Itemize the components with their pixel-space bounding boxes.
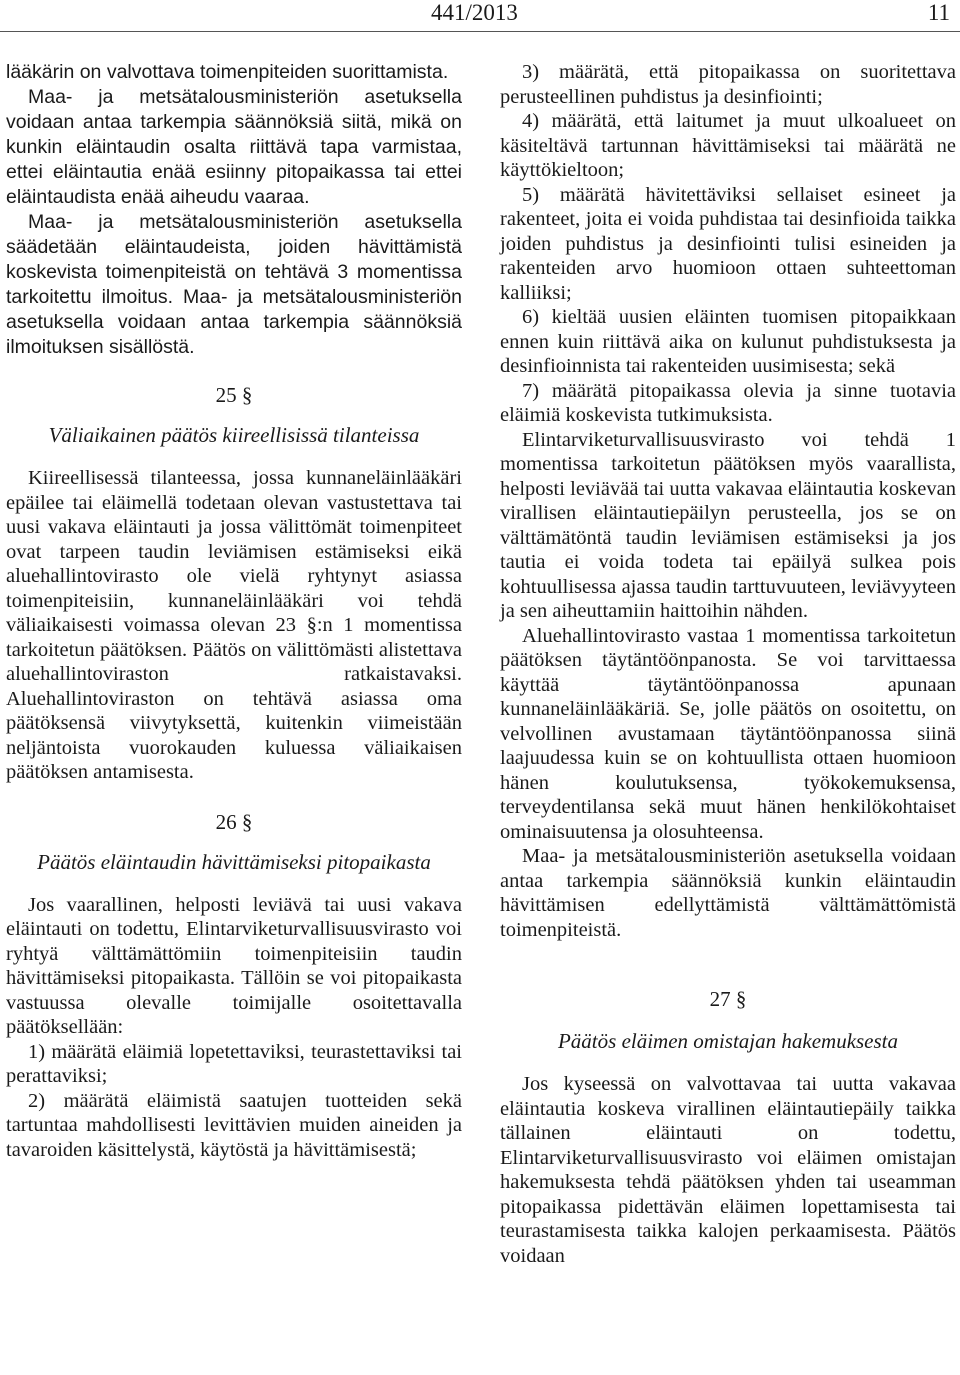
paragraph: Maa- ja metsätalousministeriön asetuksella säädetään eläintaudeista, joiden hävittämistä koskevista toimenpiteistä on tehtävä 3 momentissa tarkoitettu ilmoitus. Maa- ja metsätalousministeriön asetuksella voidaan antaa tarkempia säännöksiä ilmoituksen sisällöstä.	[6, 211, 462, 358]
section-number: 25 §	[215, 383, 253, 407]
paragraph: Maa- ja metsätalousministeriön asetuksella voidaan antaa tarkempia säännöksiä siitä, mikä on kunkin eläintaudin osalta riittävä tapa varmistaa, ettei eläintautia enää esiinny pitopaikassa tai ettei eläintaudista enää aiheudu vaaraa.	[6, 86, 462, 208]
left-column	[6, 60, 462, 1162]
section-title: Päätös eläimen omistajan hakemuksesta	[557, 1029, 899, 1053]
list-item: 1) määrätä eläimiä lopetettaviksi, teurastettaviksi tai perattaviksi;	[6, 1040, 462, 1087]
header-rule	[0, 31, 960, 32]
section-title: Päätös eläintaudin hävittämiseksi pitopaikasta	[37, 849, 431, 874]
paragraph: Maa- ja metsätalousministeriön asetuksella voidaan antaa tarkempia säännöksiä kunkin eläintaudin hävittämisen edellyttämistä välttämättömistä toimenpiteistä.	[500, 845, 956, 941]
publication-number: 441/2013	[431, 0, 518, 25]
list-item: 2) määrätä eläimistä saatujen tuotteiden sekä tartuntaa mahdollisesti levittävien muiden aineiden ja tavaroiden käsittelystä, käytöstä ja hävittämisestä;	[6, 1089, 462, 1161]
list-item: 5) määrätä hävitettäviksi sellaiset esineet ja rakenteet, joita ei voida puhdistaa tai desinfioida taikka joiden puhdistus ja desinfiointi tulisi esineiden ja rakenteiden arvo huomioon ottaen suhteettoman kalliiksi;	[500, 183, 956, 304]
list-item: 3) määrätä, että pitopaikassa on suoritettava perusteellinen puhdistus ja desinfiointi;	[500, 61, 956, 108]
section-title: Väliaikainen päätös kiireellisissä tilanteissa	[48, 423, 420, 447]
paragraph: Aluehallintovirasto vastaa 1 momentissa tarkoitetun päätöksen täytäntöönpanosta. Se voi tarvittaessa käyttää täytäntöönpanossa apunaan kunnaneläinlääkäriä. Se, jolle päätös on osoitettu, on velvollinen avustamaan täytäntöönpanossa siinä laajuudessa kuin se on kohtuullista ottaen huomioon hänen koulutuksensa, työkokemuksensa, terveydentilansa sekä muut hänen henkilökohtaiset ominaisuutensa ja olosuhteensa.	[500, 624, 956, 843]
page-number: 11	[927, 0, 950, 25]
paragraph: Kiireellisessä tilanteessa, jossa kunnaneläinlääkäri epäilee tai eläimellä todetaan olevan vastustettava tai uusi vakava eläintauti ja jossa välittömät toimenpiteet ovat tarpeen taudin leviämisen estämiseksi eikä aluehallintovirasto ole vielä ryhtynyt asiassa toimenpiteisiin, kunnaneläinlääkäri voi tehdä väliaikaisesti voimassa olevan 23 §:n 1 momentissa tarkoitetun päätöksen. Päätös on välittömästi alistettava aluehallintoviraston ratkaistavaksi. Aluehallintoviraston on tehtävä asiassa oma päätöksensä viivytyksettä, kuitenkin viimeistään neljäntoista vuorokauden kuluessa väliaikaisen päätöksen antamisesta.	[6, 467, 462, 783]
list-item: 4) määrätä, että laitumet ja muut ulkoalueet on käsiteltävä tartunnan hävittämiseksi tai määrätä ne käyttökieltoon;	[500, 110, 956, 181]
list-item: 6) kieltää uusien eläinten tuomisen pitopaikkaan ennen kuin riittävä aika on kulunut puhdistuksesta ja desinfioinnista tai rakenteiden uusimisesta; sekä	[500, 306, 956, 377]
paragraph: lääkärin on valvottava toimenpiteiden suorittamista.	[6, 61, 449, 83]
paragraph: Jos kyseessä on valvottavaa tai uutta vakavaa eläintautia koskeva virallinen eläintautiepäily taikka tällainen eläintauti on todettu, Elintarviketurvallisuusvirasto voi eläimen omistajan hakemuksesta tehdä päätöksen yhden tai useamman pitopaikassa pidettävän eläimen lopettamisesta tai teurastamisesta taikka kalojen perkaamisesta. Päätös voidaan	[500, 1073, 956, 1267]
section-number: 27 §	[709, 987, 747, 1011]
paragraph: Jos vaarallinen, helposti leviävä tai uusi vakava eläintauti on todettu, Elintarviketurvallisuusvirasto voi ryhtyä välttämättömiin toimenpiteisiin taudin hävittämiseksi pitopaikasta. Tällöin se voi pitopaikasta vastuussa olevalle toimijalle osoitettavalla päätöksellään:	[6, 893, 462, 1038]
paragraph: Elintarviketurvallisuusvirasto voi tehdä 1 momentissa tarkoitetun päätöksen myös vaarallista, helposti leviävää tai uutta vakavaa eläintautia koskevan virallisen eläintautiepäilyn perusteella, jos se on välttämätöntä taudin leviämisen estämiseksi ja jos tautia ei voida todeta tai epäilyä sulkea pois kohtuullisessa ajassa taudin tarttuvuuteen, leviävyyteen ja sen aiheuttamiin haittoihin nähden.	[500, 428, 956, 622]
list-item: 7) määrätä pitopaikassa olevia ja sinne tuotavia eläimiä koskevista tutkimuksista.	[500, 379, 956, 426]
section-number: 26 §	[215, 809, 253, 834]
right-column	[500, 60, 956, 1268]
page-header	[0, 0, 960, 32]
